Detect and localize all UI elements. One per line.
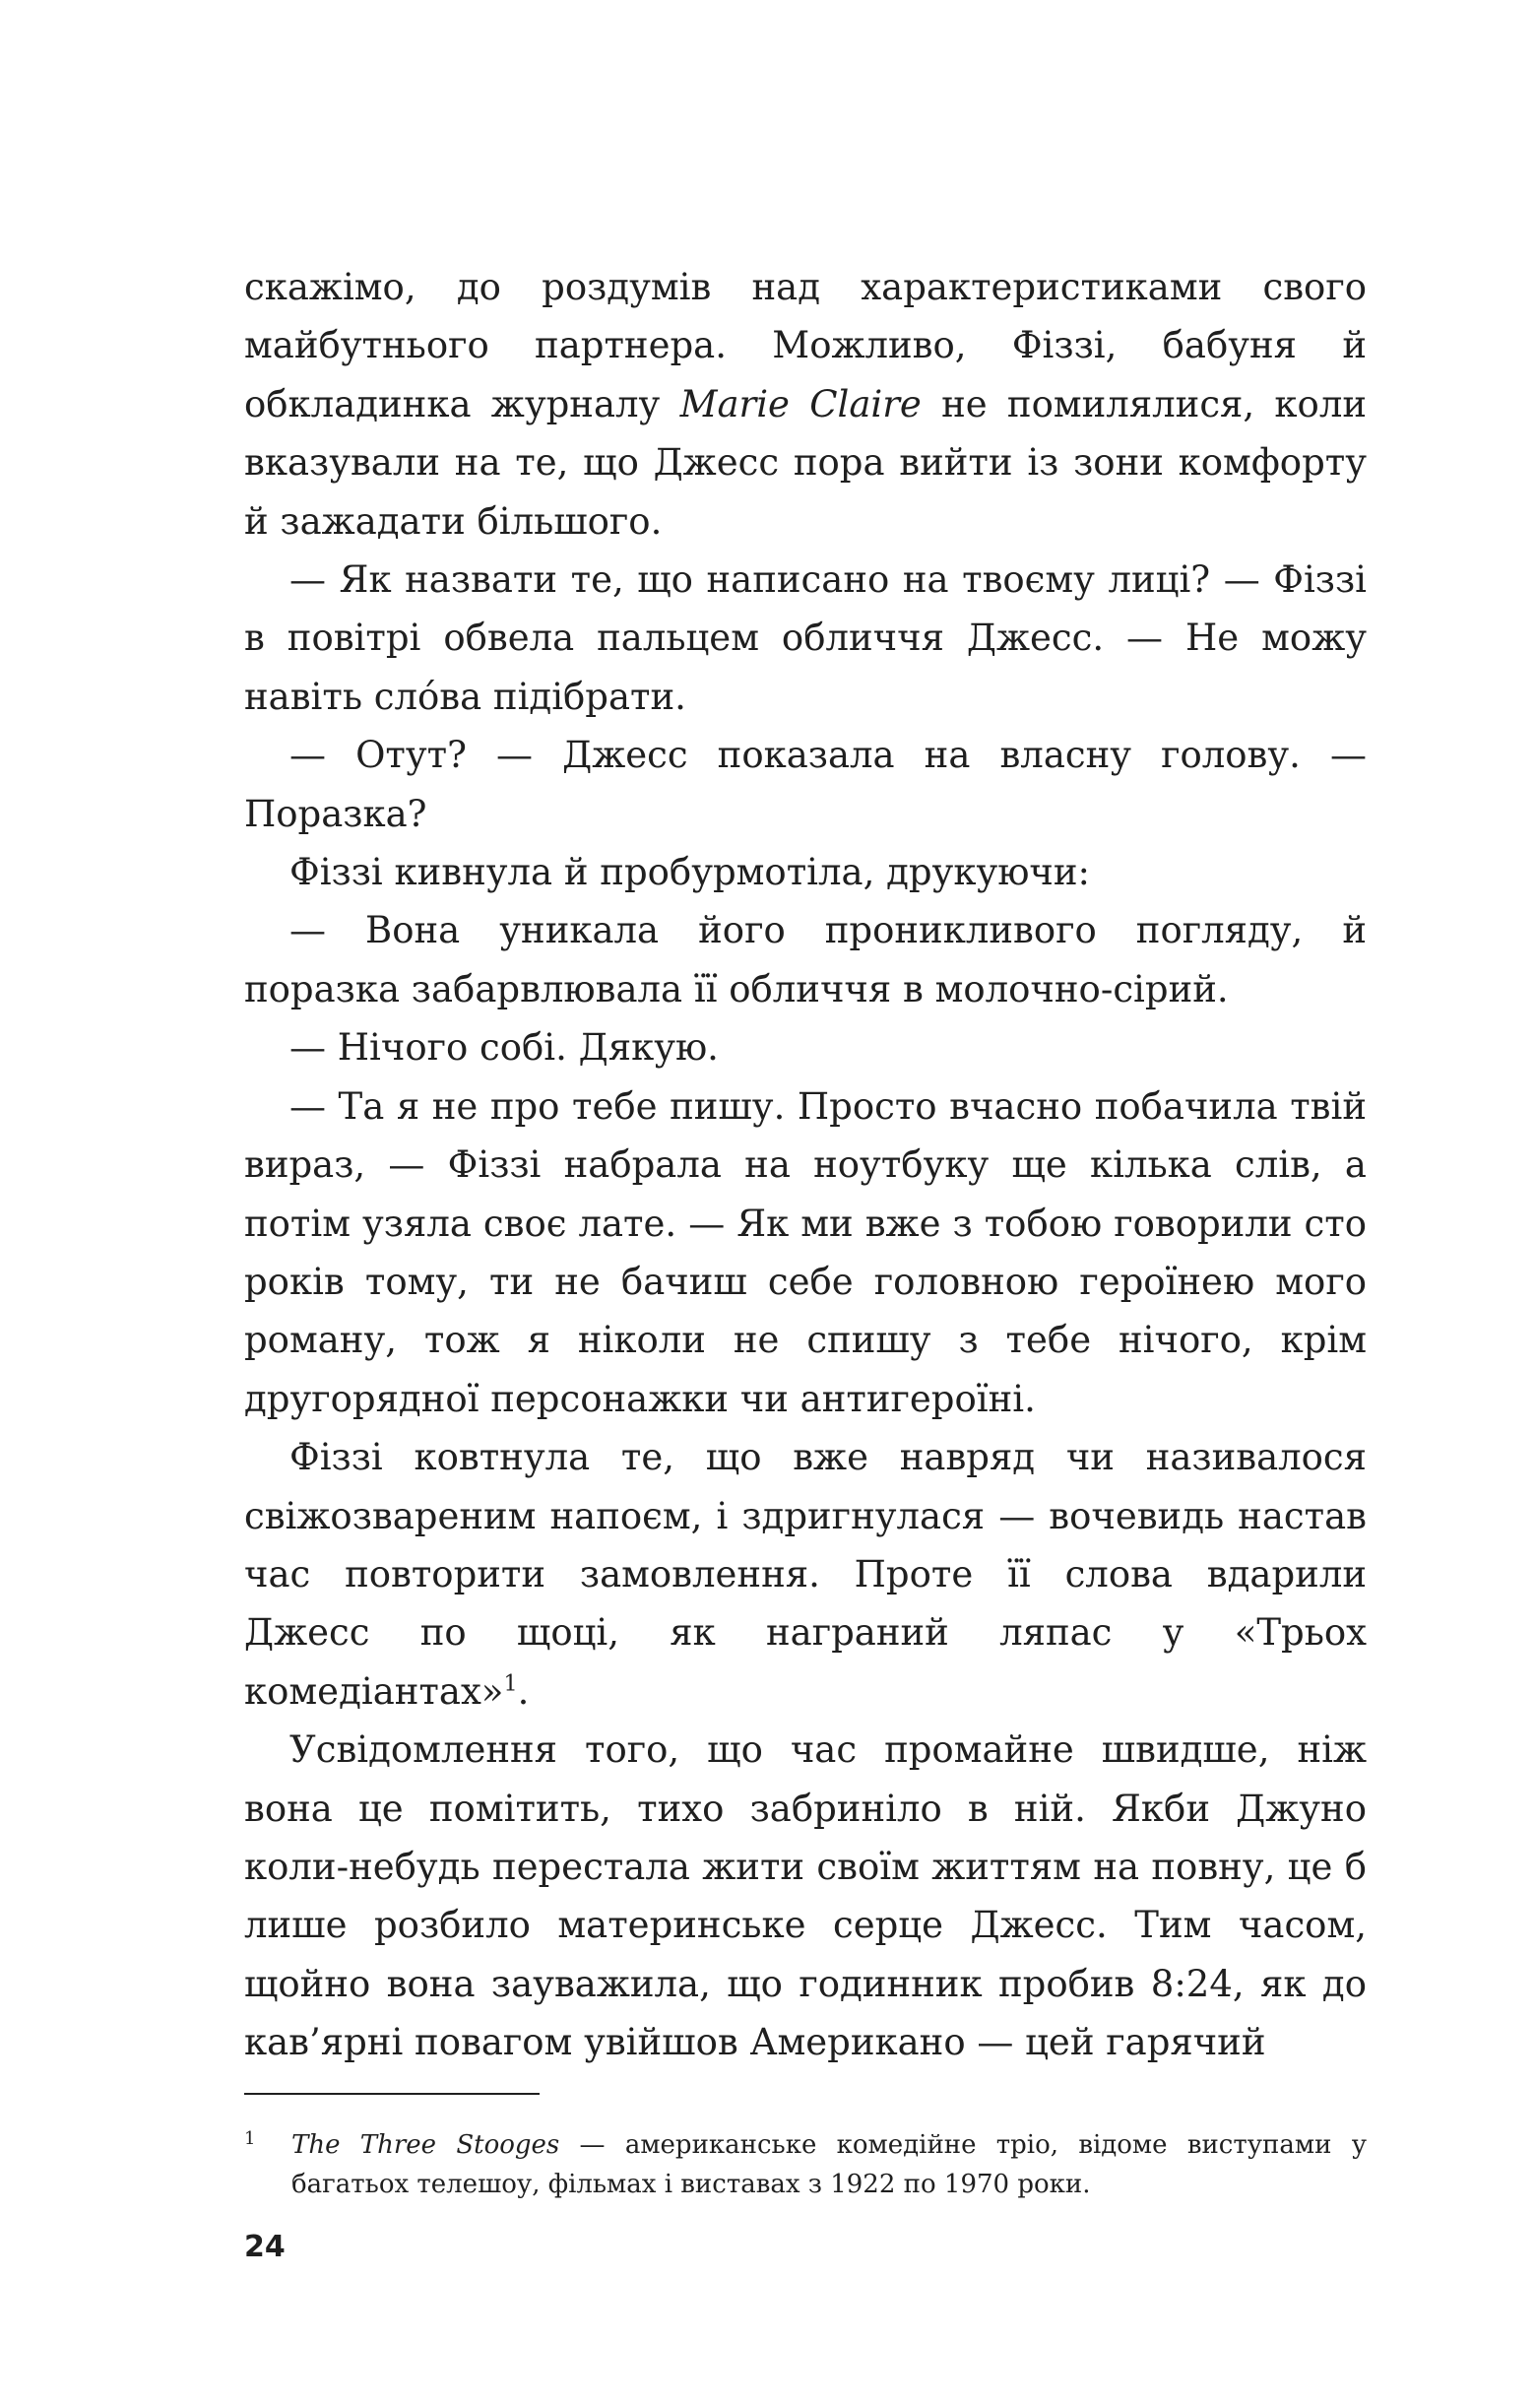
- footnote-title: The Three Stooges: [291, 2130, 560, 2160]
- paragraph-9: Усвідомлення того, що час промайне швидше, ніж вона це помітить, тихо забриніло в ній. Якби Джуно коли-небудь перестала жити своїм життям на повну, це б лише розбило материнське серце Джесс. Тим часом, щойно вона зауважила, що годинник пробив 8:24, як до кав’ярні повагом увійшов Американо — цей гарячий: [244, 1728, 1367, 2064]
- paragraph-8: [244, 1428, 1367, 1721]
- paragraph-2: — Як назвати те, що написано на твоєму лиці? — Фіззі в повітрі обвела пальцем обличчя Джесс. — Не можу навіть сло́ва підібрати.: [244, 558, 1367, 718]
- magazine-title: Marie Claire: [679, 382, 922, 425]
- footnote-reference[interactable]: 1: [503, 1670, 518, 1697]
- paragraph-3: — Отут? — Джесс показала на власну голову. — Поразка?: [244, 734, 1367, 835]
- paragraph-1-after: не помилялися, коли вказували на те, що Джесс пора вийти із зони комфорту й зажадати більшого.: [244, 382, 1367, 543]
- paragraph-4: Фіззі кивнула й пробурмотіла, друкуючи:: [289, 851, 1091, 894]
- footnote-divider: [244, 2093, 540, 2095]
- paragraph-5: — Вона уникала його проникливого погляду, й поразка забарвлювала її обличчя в молочно-сірий.: [244, 909, 1367, 1010]
- paragraph-8-text: Фіззі ковтнула те, що вже навряд чи називалося свіжозвареним напоєм, і здригнулася — вочевидь настав час повторити замовлення. Проте її слова вдарили Джесс по щоці, як награний ляпас у «Трьох комедіантах»: [244, 1436, 1367, 1713]
- footnote-body: — американське комедійне тріо, відоме виступами у багатьох телешоу, фільмах і виставах з 1922 по 1970 роки.: [291, 2130, 1367, 2199]
- paragraph-1: [244, 258, 1367, 551]
- page-number: 24: [244, 2230, 286, 2264]
- paragraph-8-tail: .: [517, 1669, 530, 1713]
- footnote: [244, 2125, 1367, 2204]
- footnote-mark: 1: [244, 2128, 256, 2149]
- footnote-text: [291, 2125, 1367, 2204]
- paragraph-1-before: скажімо, до роздумів над характеристиками свого майбутнього партнера. Можливо, Фіззі, бабуня й обкладинка журналу: [244, 266, 1367, 425]
- paragraph-6: — Нічого собі. Дякую.: [289, 1026, 719, 1070]
- body-text: [244, 258, 1367, 2072]
- paragraph-7: — Та я не про тебе пишу. Просто вчасно побачила твій вираз, — Фіззі набрала на ноутбуку ще кілька слів, а потім узяла своє лате. — Як ми вже з тобою говорили сто років тому, ти не бачиш себе головною героїнею мого роману, тож я ніколи не спишу з тебе нічого, крім другорядної персонажки чи антигероїні.: [244, 1084, 1367, 1420]
